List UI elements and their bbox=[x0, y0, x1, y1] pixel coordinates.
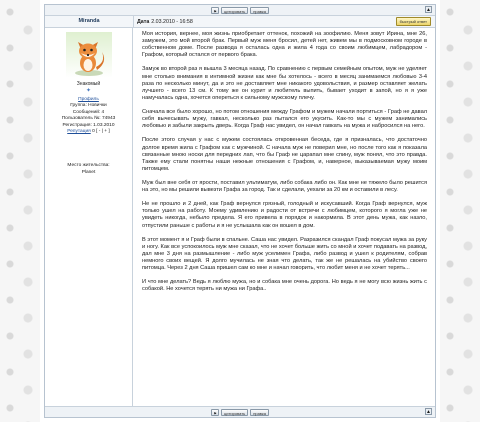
post-paragraph: Моя история, вернее, моя жизнь приобретает оттенок, похожий на зоофилию. Меня зовут Ирина, мне 26, замужем, это мой второй брак. Первый муж меня бросил, детей нет, живем мы в подмосковном городе в собственном доме. После развода я осталась одна и жила 4 года со своим любимцем, лабрадором - Графом, который остался от первого брака. bbox=[142, 31, 427, 59]
user-rank: Знакомый bbox=[76, 81, 101, 87]
report-icon[interactable]: ⚑ bbox=[211, 7, 219, 14]
scroll-top-icon[interactable]: ▲ bbox=[426, 409, 431, 415]
edit-button[interactable]: правка bbox=[250, 409, 269, 416]
post-paragraph: Муж был вне себя от ярости, поставил ультиматум, либо собака либо он. Как мне не тяжело было решится на это, но мы решили вывезти Графа за город. Так и сделали, уехали за 20 км и оставили в лесу. bbox=[142, 179, 427, 194]
location-value: Planet bbox=[81, 169, 96, 175]
author-name[interactable]: Miranda bbox=[45, 16, 134, 27]
date-label: Дата bbox=[137, 18, 150, 25]
fox-avatar-icon bbox=[66, 32, 112, 78]
post-body bbox=[45, 28, 435, 408]
quick-reply-button[interactable]: быстрый ответ bbox=[396, 17, 431, 26]
reputation-link[interactable]: Репутация bbox=[67, 129, 91, 135]
post-paragraph: После этого случая у нас с мужем состоялась откровенная беседа, где я призналась, что достаточно долгое время жила с Графом как с мужчиной. С начала муж не поверил мне, но после того как я показала связанные мною носки для передних лап, что бы Граф не царапал мне спину, муж понял, что это правда. Также ему стали понятны наши нежные отношения с Графом, и, наверное, выказываемая мужу моим питомцем. bbox=[142, 137, 427, 172]
post-toolbar-bottom bbox=[45, 406, 435, 417]
location-label: Место жительства: bbox=[67, 163, 110, 169]
post-paragraph: Сначала все было хорошо, но потом отношения между Графом и мужем начали портиться - Граф не давал себя вычесывать мужу, гавкал, несколько раз пытался его укусить. Как-то мы с мужем занимались любовью и забыли закрыть дверь. Когда Граф нас увидел, он начал гавкать на мужа и набросился на него. bbox=[142, 109, 427, 130]
rank-star-icon: ✦ bbox=[85, 88, 92, 94]
post-paragraph: В этот момент я и Граф были в спальне. Саша нас увидел. Разразился скандал Граф покусал мужа за руку и ногу. Как все успокоилось муж мне сказал, что не хочет больше жить со мной и хочет подавать на развод, дал мне 3 дня на размышление - либо муж уселимен Графа, либо развод и ушел к родителям, собрав немного своих вещей. Я долго мучилась не зная что делать, так же не решалась на убийство своего питомца. Через 2 дня Саша пришел сам ко мне и начал говорить, что любит меня и не хочет терять... bbox=[142, 236, 427, 272]
post-header bbox=[45, 16, 435, 28]
forum-post bbox=[44, 4, 436, 418]
user-registered: Регистрация: 1.03.2010 bbox=[62, 122, 115, 128]
post-date-row bbox=[134, 16, 435, 27]
user-group: Группа: Новички bbox=[70, 103, 107, 109]
post-paragraph: Замуж во второй раз я вышла 3 месяца назад. По сравнению с первым семейным опытом, муж не уделяет мне столько внимания в интимной жизни как мне бы хотелось - всего в месяц занимаемся любовью 3-4 раза по несколько минут, да и это не доставляет мне никакого удовольствия, и размер оставляет желать лучшего - всего 13 см. К тому же он курит и любитель выпить, бывает уходит в запой, но я я уже намучалась одна, хочется опереться к сильному мужскому плечу. bbox=[142, 66, 427, 101]
background-pattern-left bbox=[0, 0, 40, 422]
user-reputation bbox=[45, 129, 132, 135]
post-toolbar-top bbox=[45, 5, 435, 16]
post-paragraph: Не не прошло и 2 дней, как Граф вернулся грязный, голодный и искусавший. Когда Граф вернулся, муж только ушел на работу. Моему удивлению и радости от встречи с любимцем, которого я могла уже не увидеть никогда, небыло предела. Я его привела в порядок и накормила. В этот день мужа, как назло, отпустили раньше с работы и я не услышала как он вошел в дом. bbox=[142, 201, 427, 229]
avatar bbox=[66, 32, 112, 78]
user-location bbox=[45, 163, 132, 176]
background-pattern-right bbox=[440, 0, 480, 422]
author-panel bbox=[45, 28, 133, 408]
post-date: 2.03.2010 - 16:58 bbox=[151, 18, 193, 25]
quote-button[interactable]: цитировать bbox=[221, 7, 248, 14]
post-text bbox=[133, 28, 435, 408]
user-posts: Сообщений: 4 bbox=[72, 109, 105, 115]
quote-button[interactable]: цитировать bbox=[221, 409, 248, 416]
scroll-top-icon[interactable]: ▲ bbox=[426, 7, 431, 13]
profile-link[interactable]: Профиль bbox=[78, 97, 99, 102]
report-icon[interactable]: ⚑ bbox=[211, 409, 219, 416]
edit-button[interactable]: правка bbox=[250, 7, 269, 14]
user-number: Пользователь №: 74943 bbox=[61, 116, 116, 122]
reputation-value: 0 bbox=[92, 129, 95, 135]
reputation-controls[interactable]: [ - | + ] bbox=[96, 129, 110, 135]
post-paragraph: И что мне делать? Ведь я люблю мужа, но и собака мне очень дорога. Но ведь я не могу всю жизнь жить с собакой. Не хочется терять ни мужа ни Графа.. bbox=[142, 279, 427, 293]
